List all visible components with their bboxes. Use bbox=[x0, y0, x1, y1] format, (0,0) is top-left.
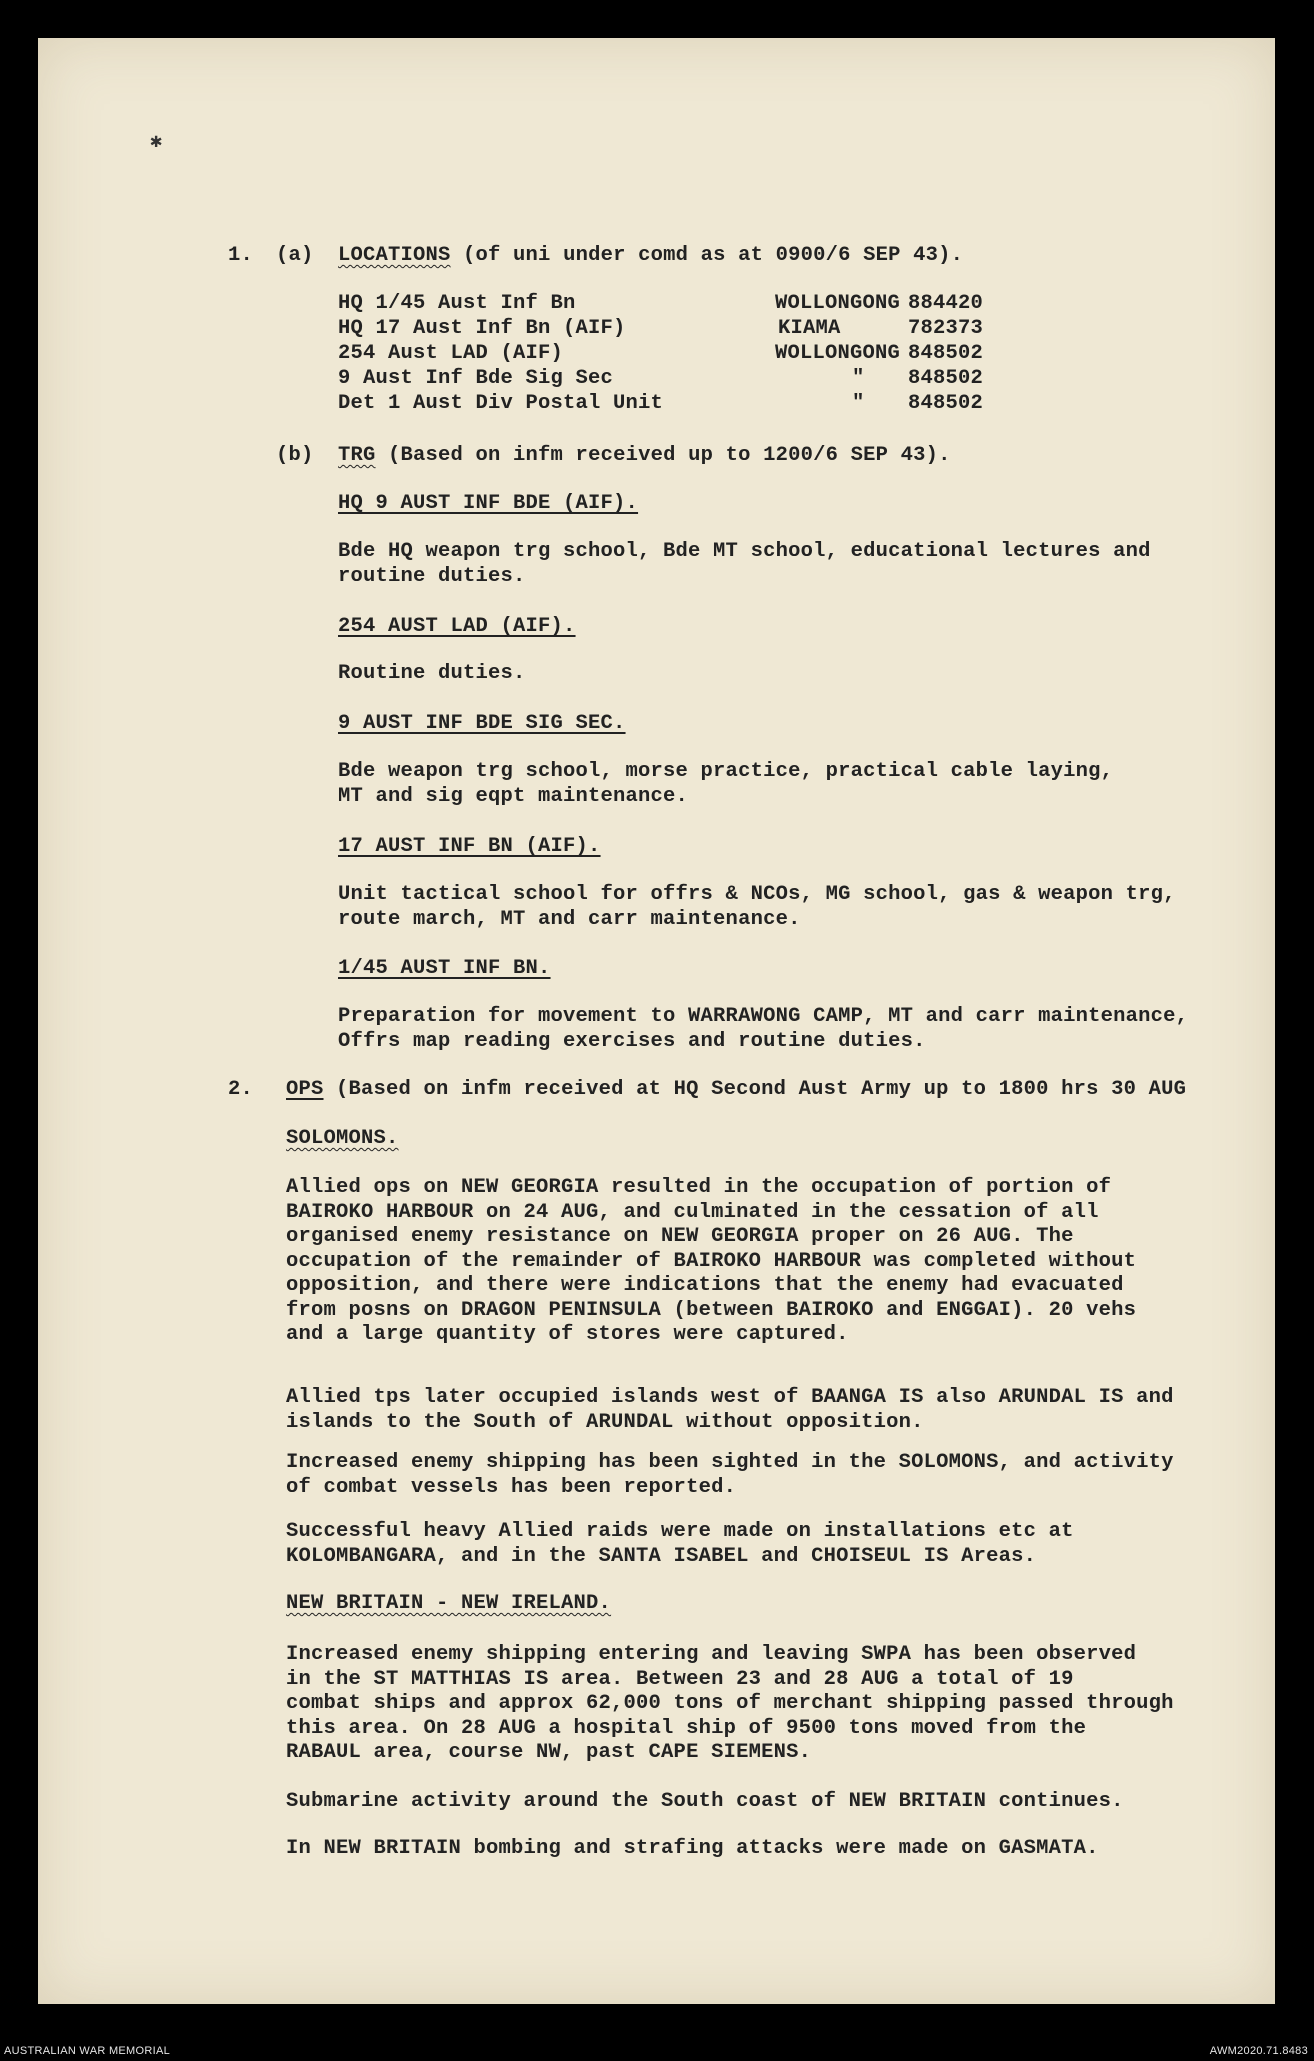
text-line: route march, MT and carr maintenance. bbox=[338, 907, 801, 931]
unit-heading: 9 AUST INF BDE SIG SEC. bbox=[338, 712, 626, 735]
text-line: Offrs map reading exercises and routine duties. bbox=[338, 1029, 926, 1053]
unit-name: 254 Aust LAD (AIF) bbox=[338, 342, 564, 365]
unit-activity bbox=[338, 760, 1113, 809]
unit-map-ref: 884420 bbox=[908, 292, 984, 315]
archive-credit: AUSTRALIAN WAR MEMORIAL bbox=[4, 2045, 171, 2057]
unit-place: WOLLONGONG bbox=[775, 342, 901, 365]
unit-place: " bbox=[852, 367, 865, 390]
subsection-b-label: (b) bbox=[276, 444, 314, 467]
text-line: opposition, and there were indications that the enemy had evacuated bbox=[286, 1274, 1124, 1297]
new-britain-paragraph bbox=[286, 1790, 1124, 1815]
new-britain-paragraph bbox=[286, 1643, 1174, 1766]
section-1-number: 1. bbox=[228, 244, 254, 267]
text-line: Successful heavy Allied raids were made on installations etc at bbox=[286, 1520, 1074, 1543]
new-britain-heading: NEW BRITAIN - NEW IRELAND. bbox=[286, 1592, 612, 1615]
text-line: organised enemy resistance on NEW GEORGIA proper on 26 AUG. The bbox=[286, 1225, 1074, 1248]
unit-heading: 254 AUST LAD (AIF). bbox=[338, 615, 576, 638]
unit-activity bbox=[338, 540, 1151, 589]
text-line: In NEW BRITAIN bombing and strafing attacks were made on GASMATA. bbox=[286, 1837, 1099, 1860]
subsection-a-label: (a) bbox=[276, 244, 314, 267]
unit-activity bbox=[338, 662, 526, 687]
text-line: of combat vessels has been reported. bbox=[286, 1475, 737, 1499]
text-line: Submarine activity around the South coast of NEW BRITAIN continues. bbox=[286, 1790, 1124, 1813]
locations-heading: LOCATIONS bbox=[338, 244, 451, 267]
text-line: from posns on DRAGON PENINSULA (between BAIROKO and ENGGAI). 20 vehs bbox=[286, 1298, 1137, 1322]
unit-heading: 1/45 AUST INF BN. bbox=[338, 957, 551, 980]
unit-heading: HQ 9 AUST INF BDE (AIF). bbox=[338, 492, 639, 515]
text-line: Preparation for movement to WARRAWONG CAMP, MT and carr maintenance, bbox=[338, 1005, 1189, 1028]
unit-place: KIAMA bbox=[778, 317, 841, 340]
solomons-paragraph bbox=[286, 1520, 1074, 1569]
trg-heading-rest: (Based on infm received up to 1200/6 SEP 43). bbox=[388, 444, 951, 467]
subsection-a-title bbox=[338, 244, 963, 267]
unit-name: 9 Aust Inf Bde Sig Sec bbox=[338, 367, 614, 390]
unit-place: WOLLONGONG bbox=[775, 292, 901, 315]
text-line: Allied tps later occupied islands west of BAANGA IS also ARUNDAL IS and bbox=[286, 1386, 1174, 1409]
unit-map-ref: 848502 bbox=[908, 367, 984, 390]
ops-heading: OPS bbox=[286, 1078, 324, 1101]
unit-name: HQ 1/45 Aust Inf Bn bbox=[338, 292, 576, 315]
unit-map-ref: 848502 bbox=[908, 392, 984, 415]
text-line: MT and sig eqpt maintenance. bbox=[338, 784, 689, 808]
text-line: Bde HQ weapon trg school, Bde MT school, educational lectures and bbox=[338, 540, 1151, 563]
solomons-paragraph bbox=[286, 1176, 1136, 1348]
text-line: islands to the South of ARUNDAL without opposition. bbox=[286, 1410, 924, 1434]
unit-name: Det 1 Aust Div Postal Unit bbox=[338, 392, 664, 415]
unit-name: HQ 17 Aust Inf Bn (AIF) bbox=[338, 317, 626, 340]
unit-heading: 17 AUST INF BN (AIF). bbox=[338, 835, 601, 858]
archive-reference: AWM2020.71.8483 bbox=[1209, 2045, 1308, 2057]
locations-heading-rest: (of uni under comd as at 0900/6 SEP 43). bbox=[463, 244, 964, 267]
paper-smudge: ✱ bbox=[150, 131, 163, 154]
text-line: Routine duties. bbox=[338, 662, 526, 685]
new-britain-paragraph bbox=[286, 1837, 1099, 1862]
text-line: RABAUL area, course NW, past CAPE SIEMENS. bbox=[286, 1741, 812, 1764]
text-line: Bde weapon trg school, morse practice, practical cable laying, bbox=[338, 760, 1114, 783]
text-line: and a large quantity of stores were captured. bbox=[286, 1323, 849, 1346]
unit-activity bbox=[338, 883, 1176, 932]
text-line: KOLOMBANGARA, and in the SANTA ISABEL and CHOISEUL IS Areas. bbox=[286, 1544, 1037, 1568]
unit-activity bbox=[338, 1005, 1188, 1054]
unit-map-ref: 848502 bbox=[908, 342, 984, 365]
section-2-number: 2. bbox=[228, 1078, 254, 1101]
text-line: BAIROKO HARBOUR on 24 AUG, and culminated in the cessation of all bbox=[286, 1200, 1099, 1224]
text-line: this area. On 28 AUG a hospital ship of 9500 tons moved from the bbox=[286, 1716, 1087, 1740]
text-line: Unit tactical school for offrs & NCOs, MG school, gas & weapon trg, bbox=[338, 883, 1176, 906]
subsection-b-title bbox=[338, 444, 951, 467]
text-line: Increased enemy shipping entering and leaving SWPA has been observed bbox=[286, 1643, 1137, 1666]
trg-heading: TRG bbox=[338, 444, 376, 467]
solomons-paragraph bbox=[286, 1451, 1174, 1500]
text-line: combat ships and approx 62,000 tons of merchant shipping passed through bbox=[286, 1692, 1174, 1715]
unit-place: " bbox=[852, 392, 865, 415]
text-line: occupation of the remainder of BAIROKO HARBOUR was completed without bbox=[286, 1249, 1137, 1273]
text-line: Allied ops on NEW GEORGIA resulted in the occupation of portion of bbox=[286, 1176, 1112, 1199]
solomons-heading: SOLOMONS. bbox=[286, 1127, 399, 1150]
text-line: Increased enemy shipping has been sighted in the SOLOMONS, and activity bbox=[286, 1451, 1174, 1474]
text-line: in the ST MATTHIAS IS area. Between 23 and 28 AUG a total of 19 bbox=[286, 1667, 1074, 1691]
ops-title bbox=[286, 1078, 1186, 1101]
solomons-paragraph bbox=[286, 1386, 1174, 1435]
text-line: routine duties. bbox=[338, 564, 526, 588]
ops-heading-rest: (Based on infm received at HQ Second Aust Army up to 1800 hrs 30 AUG bbox=[336, 1078, 1187, 1101]
unit-map-ref: 782373 bbox=[908, 317, 984, 340]
